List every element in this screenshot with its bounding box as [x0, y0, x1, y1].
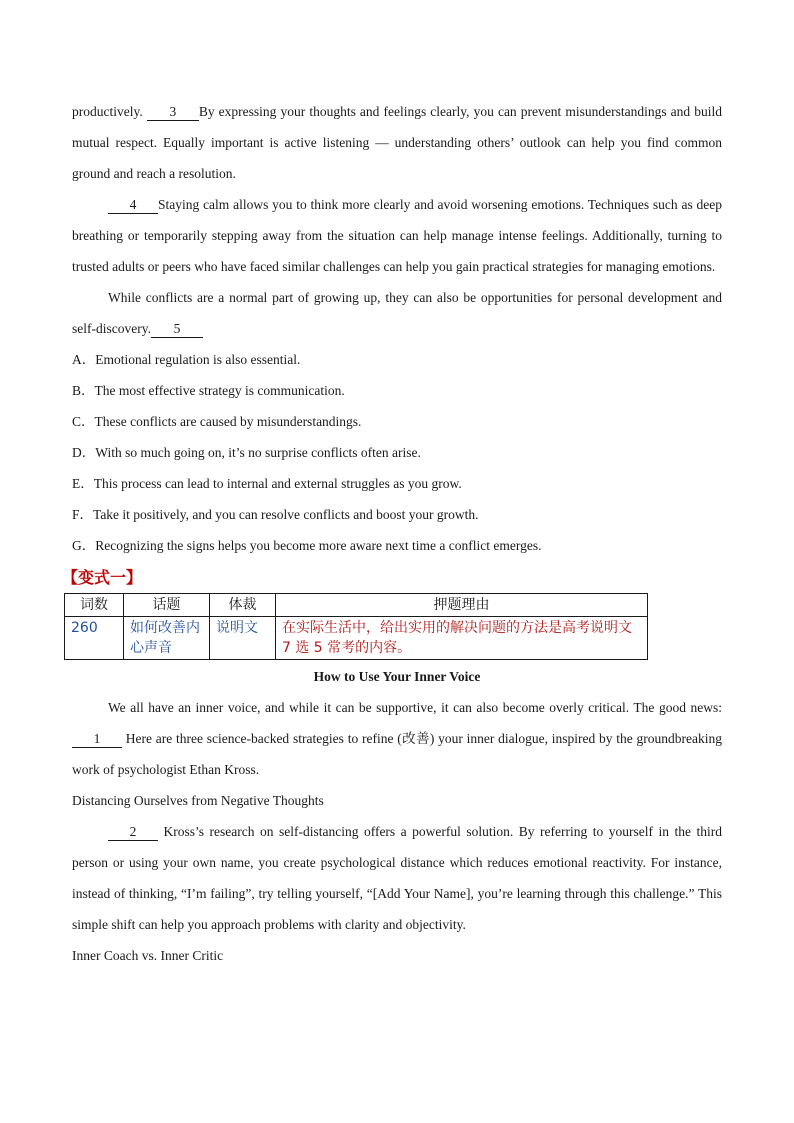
cell-topic: 如何改善内心声音	[124, 617, 210, 660]
option-d	[72, 437, 722, 468]
option-b	[72, 375, 722, 406]
cell-reason: 在实际生活中，给出实用的解决问题的方法是高考说明文 7 选 5 常考的内容。	[276, 617, 648, 660]
variant-info-table	[64, 593, 648, 660]
option-letter: F．	[72, 507, 94, 522]
answer-blank-3: 3	[147, 104, 199, 121]
option-text: This process can lead to internal and external struggles as you grow.	[93, 476, 462, 491]
passage2-paragraph-2	[72, 816, 722, 940]
paragraph-text: By expressing your thoughts and feelings clearly, you can prevent misunderstandings and build mutual respect. Equally important is active listening — understanding others’ outlook can help you find common ground and reach a resolution.	[72, 104, 722, 181]
option-text: These conflicts are caused by misunderstandings.	[94, 414, 362, 429]
option-c	[72, 406, 722, 437]
option-text: Take it positively, and you can resolve conflicts and boost your growth.	[93, 507, 479, 522]
cell-genre: 说明文	[210, 617, 276, 660]
option-a	[72, 344, 722, 375]
option-text: The most effective strategy is communication.	[94, 383, 345, 398]
table-row	[65, 617, 648, 660]
variant-title: 【变式一】	[62, 568, 143, 587]
option-f	[72, 499, 722, 530]
option-text: With so much going on, it’s no surprise conflicts often arise.	[95, 445, 421, 460]
paragraph-text: Kross’s research on self-distancing offers a powerful solution. By referring to yourself in the third person or using your own name, you create psychological distance which reduces emotional reactivity. For instance, instead of thinking, “I’m failing”, try telling yourself, “[Add Your Name], you’re learning through this challenge.” This simple shift can help you approach problems with clarity and objectivity.	[72, 824, 722, 932]
option-letter: D．	[72, 445, 96, 460]
option-letter: G．	[72, 538, 96, 553]
answer-blank-1: 1	[72, 731, 122, 748]
answer-blank-5: 5	[151, 321, 203, 338]
passage1-paragraph-5	[72, 282, 722, 344]
table-header-row	[65, 594, 648, 617]
paragraph-text: While conflicts are a normal part of growing up, they can also be opportunities for personal development and self-discovery.	[72, 290, 722, 336]
passage1-paragraph-3	[72, 96, 722, 189]
paragraph-text: We all have an inner voice, and while it can be supportive, it can also become overly critical. The good news:	[108, 700, 722, 715]
option-text: Emotional regulation is also essential.	[95, 352, 301, 367]
option-letter: A．	[72, 352, 96, 367]
paragraph-text: Staying calm allows you to think more clearly and avoid worsening emotions. Techniques such as deep breathing or temporarily stepping away from the situation can help manage intense feelings. Additionally, turning to trusted adults or peers who have faced similar challenges can help you gain practical strategies for managing emotions.	[72, 197, 722, 274]
option-letter: B．	[72, 383, 95, 398]
passage1-paragraph-4	[72, 189, 722, 282]
option-letter: E．	[72, 476, 94, 491]
option-letter: C．	[72, 414, 95, 429]
passage2-title: How to Use Your Inner Voice	[313, 669, 481, 684]
passage2-subheading-2: Inner Coach vs. Inner Critic	[72, 948, 224, 963]
option-g	[72, 530, 722, 561]
option-e	[72, 468, 722, 499]
option-text: Recognizing the signs helps you become more aware next time a conflict emerges.	[95, 538, 542, 553]
document-page	[62, 96, 722, 971]
header-word-count: 词数	[65, 594, 124, 617]
cell-word-count: 260	[65, 617, 124, 660]
answer-blank-4: 4	[108, 197, 158, 214]
header-topic: 话题	[124, 594, 210, 617]
passage2-paragraph-1	[72, 692, 722, 785]
header-genre: 体裁	[210, 594, 276, 617]
paragraph-text: Here are three science-backed strategies to refine (改善) your inner dialogue, inspired by the groundbreaking work of psychologist Ethan Kross.	[72, 731, 722, 777]
option-list	[72, 344, 722, 561]
header-reason: 押题理由	[276, 594, 648, 617]
passage2-subheading-1: Distancing Ourselves from Negative Thoughts	[72, 793, 324, 808]
paragraph-text: productively.	[72, 104, 147, 119]
answer-blank-2: 2	[108, 824, 158, 841]
